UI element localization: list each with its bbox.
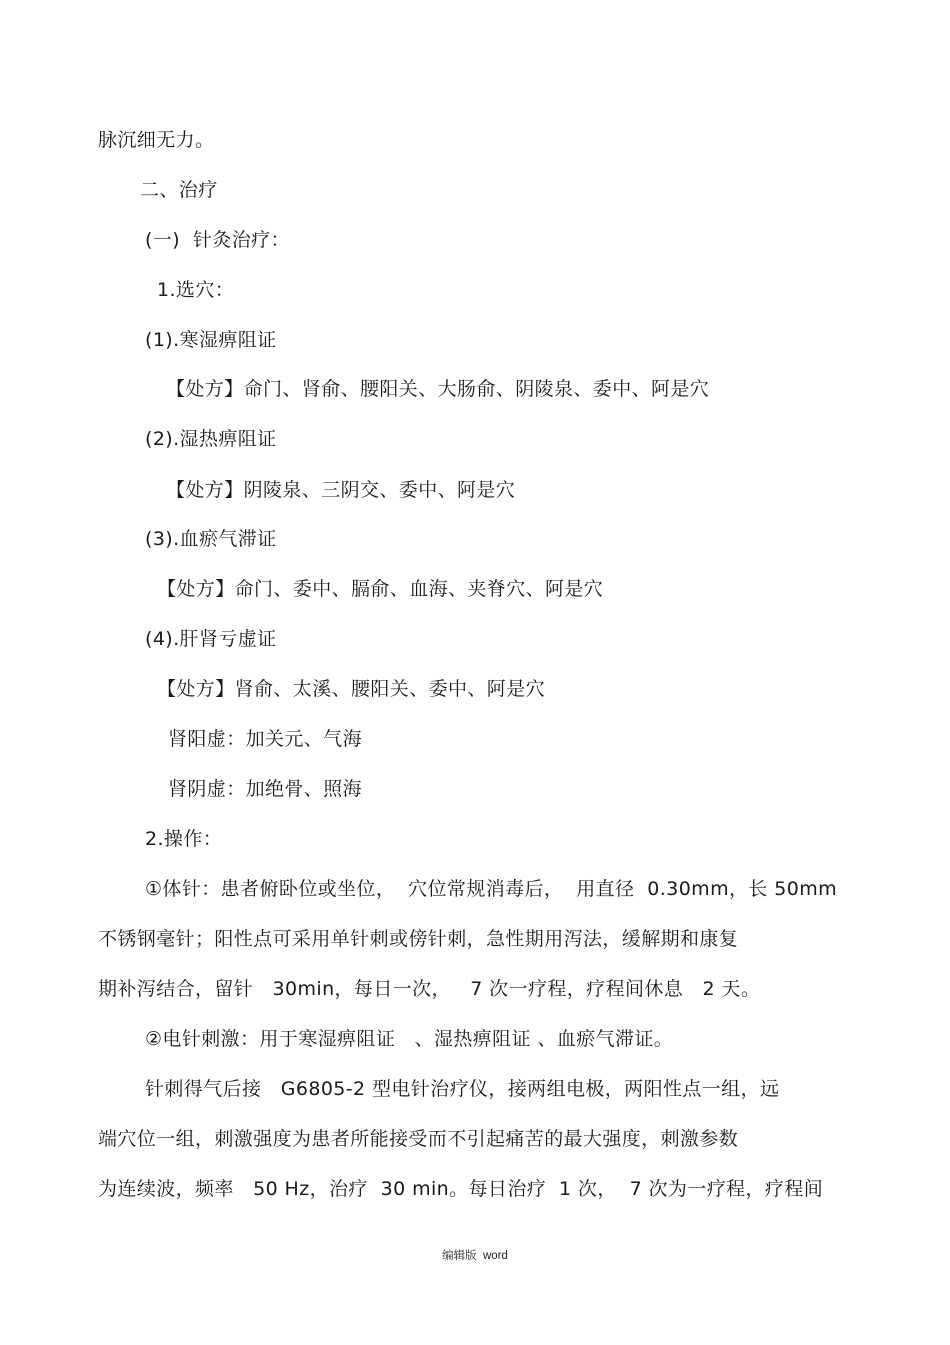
paragraph-electro-line-4: 为连续波，频率 50 Hz，治疗 30 min。每日治疗 1 次， 7 次为一疗程，疗程间 xyxy=(98,1178,824,1200)
item-heading-operation: 2.操作： xyxy=(145,828,223,850)
syndrome-heading-1: (1).寒湿痹阻证 xyxy=(145,329,277,351)
prescription-line-3: 【处方】命门、委中、膈俞、血海、夹脊穴、阿是穴 xyxy=(157,578,604,600)
paragraph-body-needle-line-2: 不锈钢毫针；阳性点可采用单针刺或傍针刺，急性期用泻法，缓解期和康复 xyxy=(98,928,739,950)
kidney-yin-line: 肾阴虚：加绝骨、照海 xyxy=(168,778,363,800)
prescription-line-1: 【处方】命门、肾俞、腰阳关、大肠俞、阴陵泉、委中、阿是穴 xyxy=(166,378,710,400)
syndrome-heading-3: (3).血瘀气滞证 xyxy=(145,528,277,550)
prescription-line-2: 【处方】阴陵泉、三阴交、委中、阿是穴 xyxy=(166,479,516,501)
paragraph-body-needle-line-1: ①体针：患者俯卧位或坐位， 穴位常规消毒后， 用直径 0.30mm，长 50mm xyxy=(145,878,838,900)
syndrome-heading-4: (4).肝肾亏虚证 xyxy=(145,628,277,650)
text-line-pulse: 脉沉细无力。 xyxy=(98,129,215,151)
paragraph-body-needle-line-3: 期补泻结合，留针 30min，每日一次， 7 次一疗程，疗程间休息 2 天。 xyxy=(98,978,761,1000)
syndrome-heading-2: (2).湿热痹阻证 xyxy=(145,428,277,450)
paragraph-electro-line-1: ②电针刺激：用于寒湿痹阻证 、湿热痹阻证 、血瘀气滞证。 xyxy=(145,1028,674,1050)
paragraph-electro-line-3: 端穴位一组，刺激强度为患者所能接受而不引起痛苦的最大强度，刺激参数 xyxy=(98,1128,739,1150)
paragraph-electro-line-2: 针刺得气后接 G6805-2 型电针治疗仪，接两组电极，两阳性点一组，远 xyxy=(145,1078,780,1100)
kidney-yang-line: 肾阳虚：加关元、气海 xyxy=(168,728,363,750)
subsection-heading-acupuncture: (一) 针灸治疗： xyxy=(145,229,290,251)
page-footer: 编辑版 word xyxy=(442,1250,508,1262)
item-heading-point-selection: 1.选穴： xyxy=(157,279,235,301)
prescription-line-4: 【处方】肾俞、太溪、腰阳关、委中、阿是穴 xyxy=(157,678,546,700)
section-heading-treatment: 二、治疗 xyxy=(140,179,218,201)
